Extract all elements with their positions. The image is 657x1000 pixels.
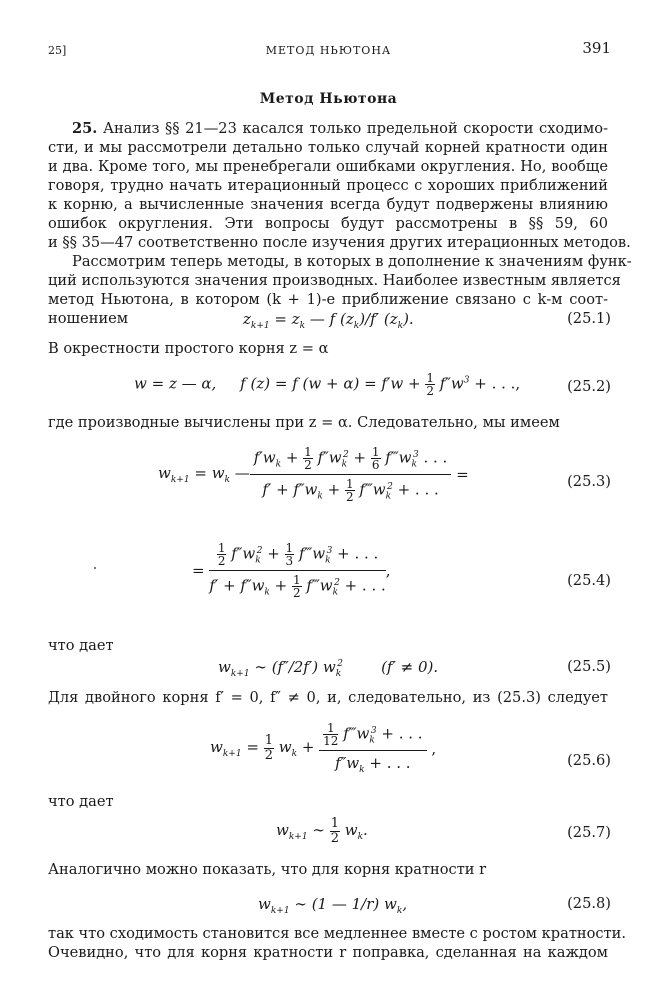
paragraph-line: Рассмотрим теперь методы, в которых в дополнение к значениям функ- (72, 253, 632, 270)
equation-25-3: $w_{k+1} = w_k$ — $f'w_k$ + $\frac{1}{2}$ $f''w_k^2$ + $\frac{1}{6}$ $f‴w_k^3$ . . . $f' + f''w_k$ + $\frac{1}{2}$ $f‴w_k^2$ + . . . = (158, 445, 469, 504)
text-near-root: В окрестности простого корня z = α (48, 340, 329, 357)
paragraph-number: 25. (72, 120, 98, 137)
equation-25-4: = $\frac{1}{2}$ $f''w_k^2$ + $\frac{1}{3}$ $f‴w_k^3$ + . . . $f' + f''w_k$ + $\frac{1}{2}$ $f‴w_k^2$ + . . . , (192, 541, 391, 600)
paragraph-line: ошибок округления. Эти вопросы будут рассмотрены в §§ 59, 60 (48, 215, 608, 232)
equation-25-8: $w_{k+1}$ ∼ (1 — 1/r) $w_k$, (258, 895, 408, 916)
equation-number: (25.4) (567, 572, 611, 589)
equation-number: (25.8) (567, 895, 611, 912)
paragraph-line: метод Ньютона, в котором (k + 1)-е приближение связано с k-м соот- (48, 291, 608, 308)
paragraph-line: так что сходимость становится все медленнее вместе с ростом кратности. (48, 925, 627, 942)
text-double-root: Для двойного корня f′ = 0, f″ ≠ 0, и, следовательно, из (25.3) следует (48, 689, 608, 706)
text-gives: что дает (48, 793, 114, 810)
equation-number: (25.1) (567, 310, 611, 327)
text-derivatives: где производные вычислены при z = α. Следовательно, мы имеем (48, 414, 560, 431)
paragraph-line: ношением (48, 310, 129, 327)
equation-25-5: $w_{k+1}$ ∼ (f″/2f′) $w_k^2$ (f′ ≠ 0). (218, 658, 439, 679)
equation-25-1: $z_{k+1} = z_k$ — f $(z_k)/f'$ $(z_k)$. (243, 310, 414, 331)
paragraph-line: сти, и мы рассмотрели детально только случай корней кратности один (48, 139, 608, 156)
paragraph-intro (48, 119, 631, 252)
paragraph-line: говоря, трудно начать итерационный процесс с хороших приближений (48, 177, 608, 194)
paragraph-conclusion (48, 924, 627, 962)
section-title: Метод Ньютона (259, 91, 398, 107)
equation-25-6: $w_{k+1}$ = $\frac{1}{2}$ $w_k$ + $\frac{1}{12}$ $f‴w_k^3$ + . . . $f''w_k$ + . . . , (210, 721, 437, 775)
running-header-section: 25] (48, 44, 67, 57)
equation-number: (25.5) (567, 658, 611, 675)
equation-number: (25.6) (567, 752, 611, 769)
equation-number: (25.3) (567, 473, 611, 490)
page-number: 391 (582, 39, 611, 57)
equation-25-2: w = z — α, f (z) = f (w + α) = f′w + $\frac{1}{2}$ $f''w^3$ + . . ., (134, 371, 521, 398)
equation-number: (25.2) (567, 378, 611, 395)
equation-number: (25.7) (567, 824, 611, 841)
paragraph-line: 25. Анализ §§ 21—23 касался только предельной скорости сходимо- (72, 120, 608, 137)
text-similarly: Аналогично можно показать, что для корня кратности r (48, 861, 487, 878)
paragraph-line: Очевидно, что для корня кратности r поправка, сделанная на каждом (48, 944, 608, 961)
stray-mark (94, 567, 96, 569)
paragraph-line: ций используются значения производных. Наиболее известным является (48, 272, 621, 289)
paragraph-line: и два. Кроме того, мы пренебрегали ошибками округления. Но, вообще (48, 158, 608, 175)
text-gives: что дает (48, 637, 114, 654)
paragraph-line: и §§ 35—47 соответственно после изучения других итерационных методов. (48, 234, 631, 251)
running-header-title: МЕТОД НЬЮТОНА (265, 44, 392, 57)
paragraph-line: к корню, а вычисленные значения всегда будут подвержены влиянию (48, 196, 608, 213)
equation-25-7: $w_{k+1}$ ∼ $\frac{1}{2}$ $w_k$. (276, 816, 368, 846)
